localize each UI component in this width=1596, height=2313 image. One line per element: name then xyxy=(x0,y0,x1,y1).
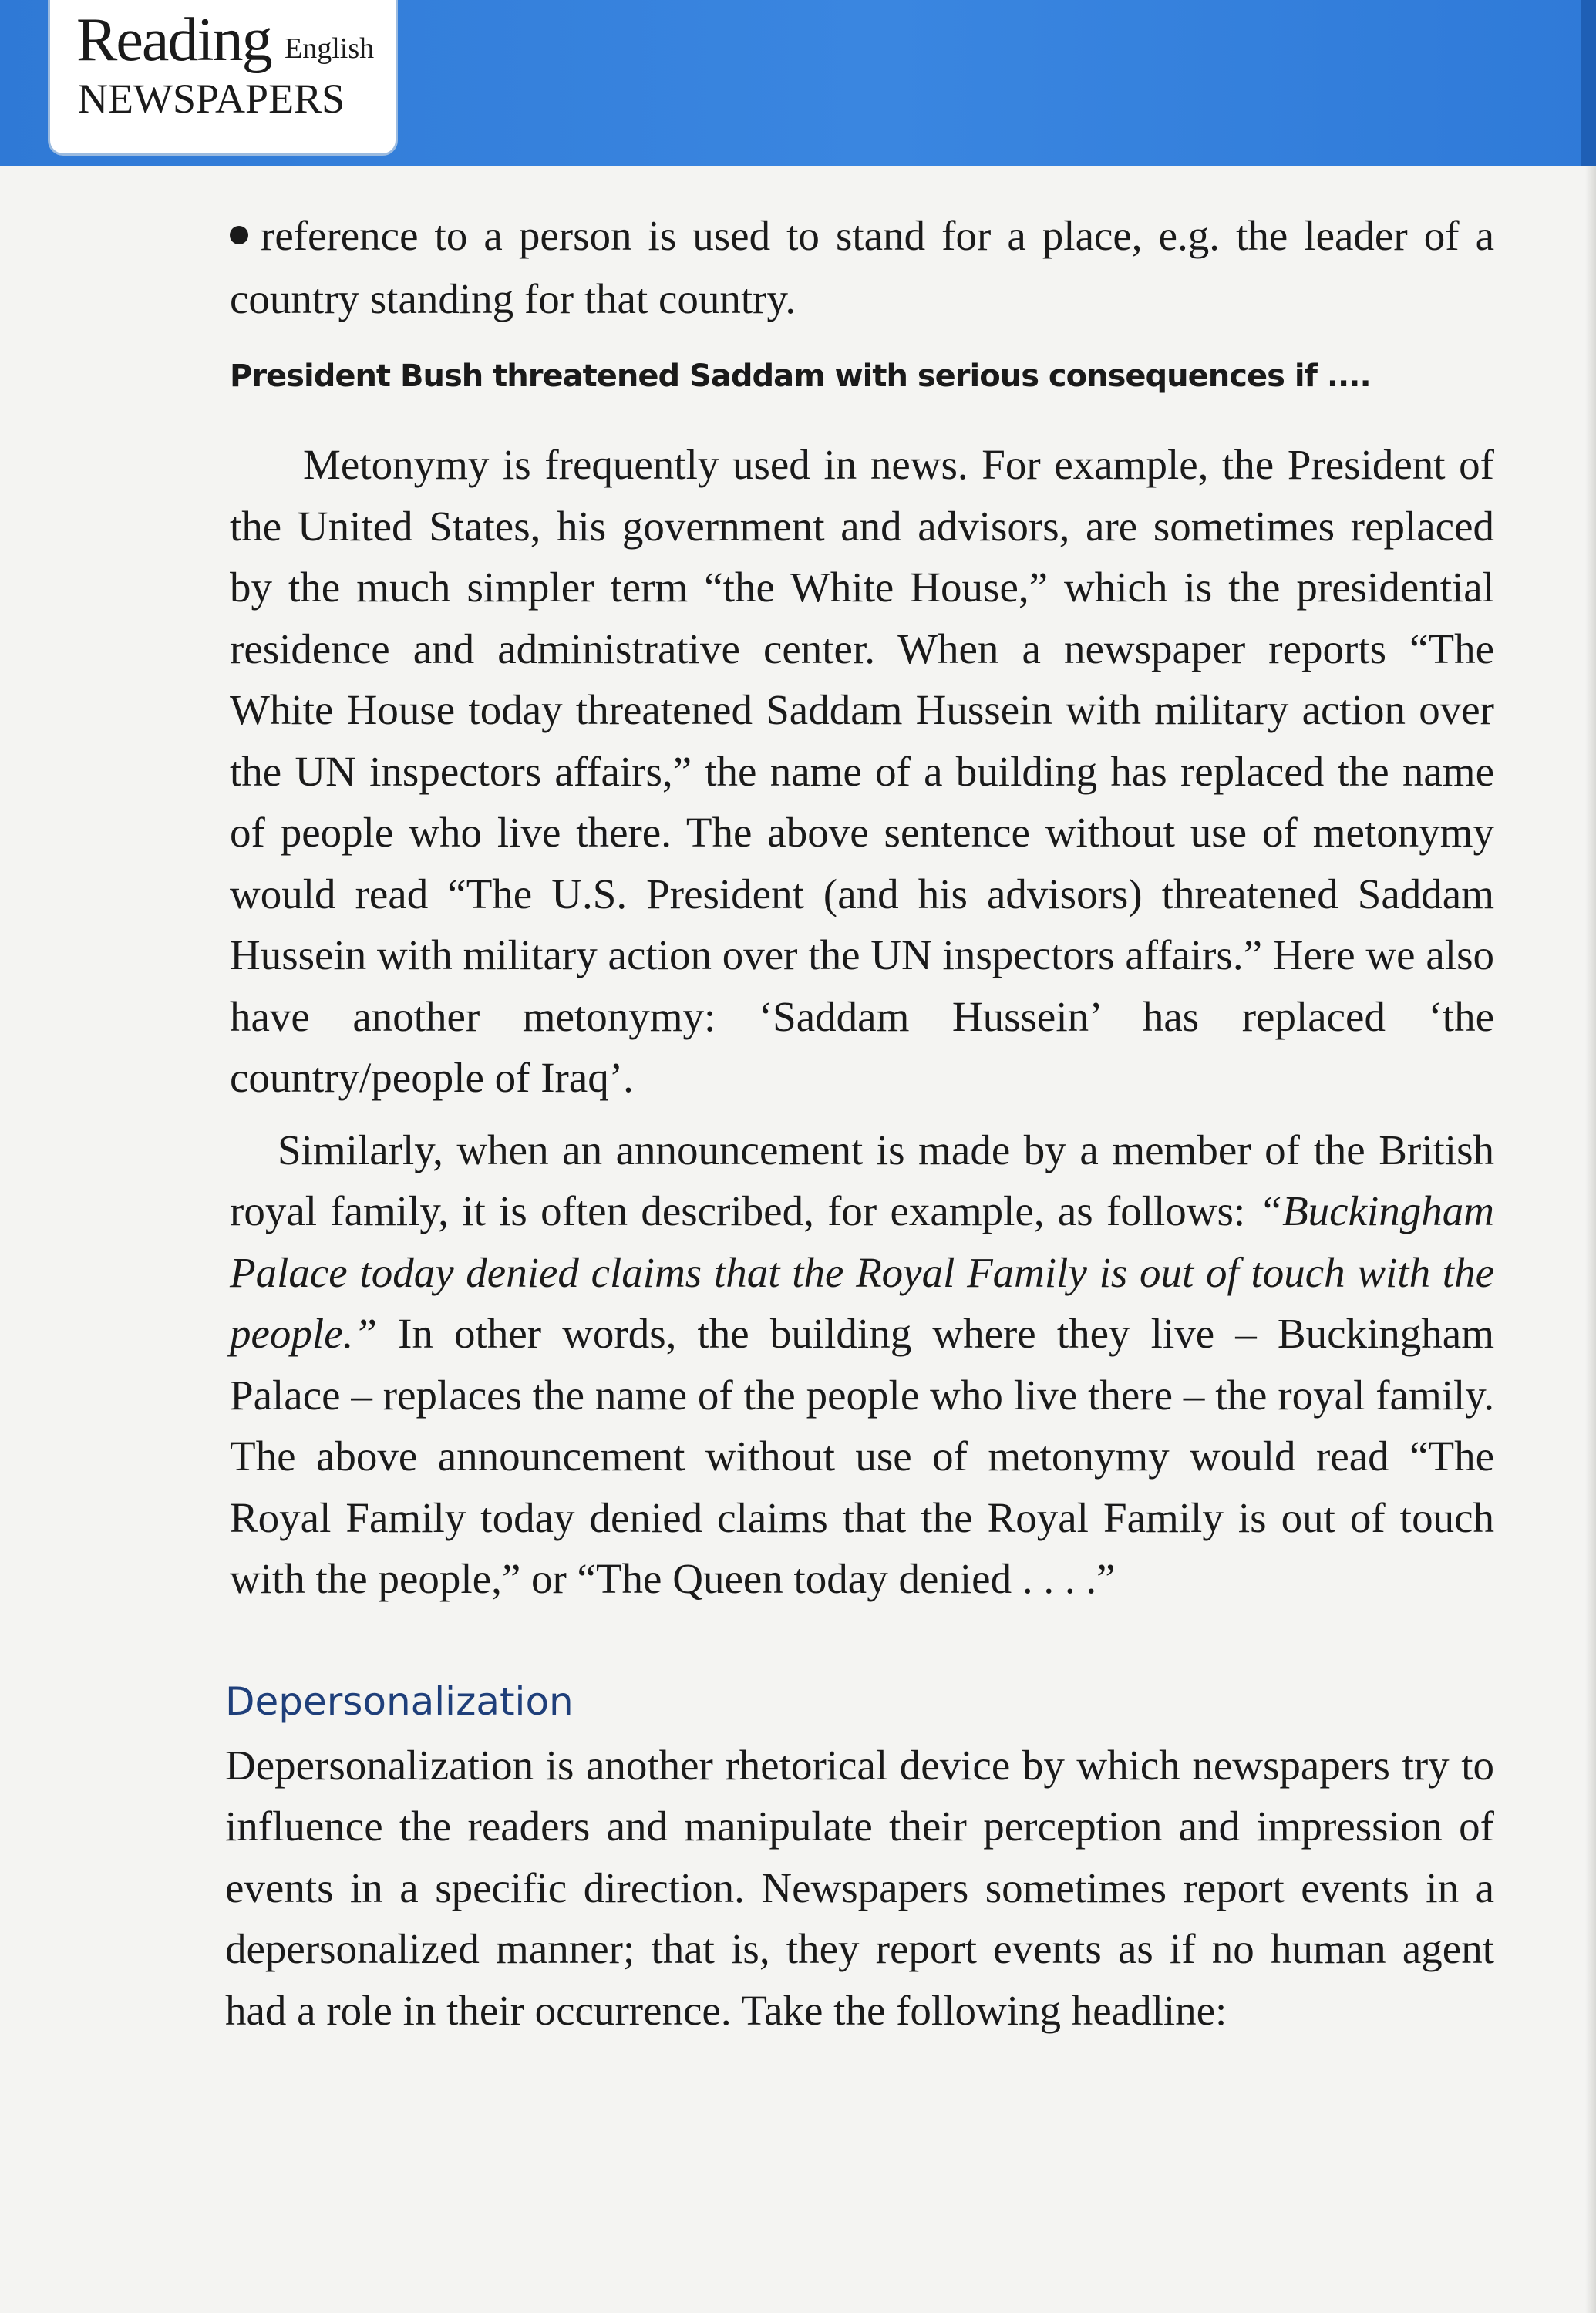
paragraph-similarly-start: Similarly, when an announcement is made by a member of the British royal family, it is often described, for example, as follows: xyxy=(230,1126,1494,1234)
logo-newspapers-text: NEWSPAPERS xyxy=(78,76,345,122)
book-logo xyxy=(48,0,398,156)
paragraph-metonymy: Metonymy is frequently used in news. For example, the President of the United States, his government and advisors, are sometimes replaced by the much simpler term “the White House,” which is the presidential residence and administrative center. When a newspaper reports “The White House today threatened Saddam Hussein with military action over the UN inspectors affairs,” the name of a building has replaced the name of people who live there. The above sentence without use of metonymy would read “The U.S. President (and his advisors) threatened Saddam Hussein with military action over the UN inspectors affairs.” Here we also have another metonymy: ‘Saddam Hussein’ has replaced ‘the country/people of Iraq’. xyxy=(230,441,1494,1101)
bullet-text: reference to a person is used to stand for a place, e.g. the leader of a country standing for that country. xyxy=(230,212,1494,322)
bullet-icon xyxy=(230,226,248,244)
logo-english-text: English xyxy=(285,32,375,65)
paragraph-similarly-quote: “Buckingham Palace today denied claims that the Royal Family is out of touch with the people.” xyxy=(230,1187,1494,1357)
header-edge xyxy=(1581,0,1596,166)
paragraph-depersonalization: Depersonalization is another rhetorical device by which newspapers try to influence the readers and manipulate their perception and impression of events in a specific direction. Newspapers sometimes report events in a depersonalized manner; that is, they report events as if no human agent had a role in their occurrence. Take the following headline: xyxy=(225,1741,1494,2034)
paragraph-similarly-end: In other words, the building where they live – Buckingham Palace – replaces the name of the people who live there – the royal family. The above announcement without use of metonymy would read “The Royal Family today denied claims that the Royal Family is out of touch with the people,” or “The Queen today denied . . . .” xyxy=(230,1310,1494,1602)
bullet-item xyxy=(230,204,1494,331)
page-edge-shadow xyxy=(1585,166,1596,2313)
page-content xyxy=(225,204,1494,2041)
paragraph-similarly xyxy=(230,1119,1494,1610)
logo-reading-text: Reading xyxy=(76,6,271,74)
example-headline: President Bush threatened Saddam with serious consequences if .... xyxy=(230,359,1371,394)
section-title-depersonalization: Depersonalization xyxy=(225,1678,574,1724)
